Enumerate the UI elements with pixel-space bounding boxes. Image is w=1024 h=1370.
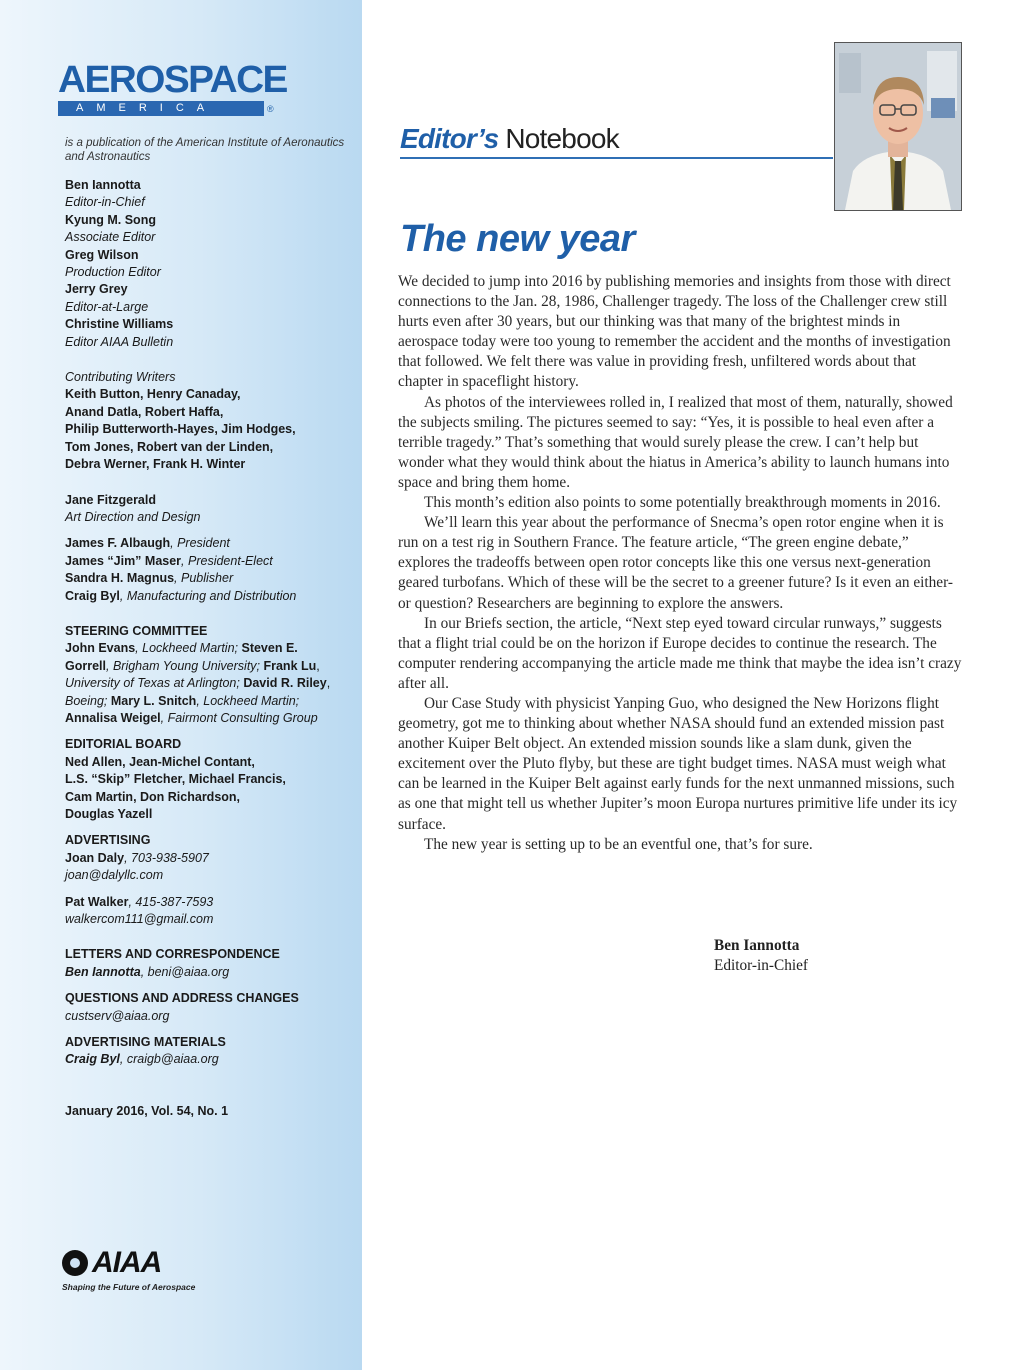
- contributing-label: Contributing Writers: [65, 370, 176, 385]
- letters-heading: LETTERS AND CORRESPONDENCE: [65, 947, 280, 962]
- section-title-part1: Editor’s: [400, 123, 499, 154]
- letters-contact: Ben Iannotta, beni@aiaa.org: [65, 964, 230, 979]
- contributing-names: Tom Jones, Robert van der Linden,: [65, 439, 274, 454]
- contributing-names: Anand Datla, Robert Haffa,: [65, 404, 224, 419]
- officer-line: Sandra H. Magnus, Publisher: [65, 571, 234, 586]
- publication-note: is a publication of the American Institute of Aeronautics and Astronautics: [65, 137, 345, 163]
- art-director-role: Art Direction and Design: [65, 509, 201, 524]
- art-director-name: Jane Fitzgerald: [65, 492, 156, 507]
- article-body: [398, 272, 962, 855]
- aiaa-tagline: Shaping the Future of Aerospace: [62, 1282, 196, 1292]
- signoff-name: Ben Iannotta: [714, 937, 800, 954]
- article-paragraph: We’ll learn this year about the performance of Snecma’s open rotor engine when it is run on a test rig in Southern France. The feature article, “The green engine debate,” explores the tradeoffs between open rotor concepts like this one versus next-generation geared turbofans. Which of these will be the secret to a greener future? Is it even an either-or question? Researchers are beginning to explore the answers.: [398, 514, 953, 612]
- advertising-contact: Pat Walker, 415-387-7593: [65, 894, 214, 909]
- staff-entry: Kyung M. Song Associate Editor: [65, 212, 156, 245]
- editorial-board-names: L.S. “Skip” Fletcher, Michael Francis,: [65, 772, 286, 787]
- editor-portrait: [834, 42, 962, 211]
- masthead-sidebar: [0, 0, 362, 1370]
- article-paragraph: This month’s edition also points to some potentially breakthrough moments in 2016.: [424, 494, 941, 512]
- questions-email[interactable]: custserv@aiaa.org: [65, 1008, 170, 1023]
- officer-line: James F. Albaugh, President: [65, 536, 230, 551]
- article-paragraph: The new year is setting up to be an eventful one, that’s for sure.: [424, 835, 813, 853]
- staff-entry: Christine Williams Editor AIAA Bulletin: [65, 317, 174, 349]
- signoff: [714, 936, 808, 976]
- staff-entry: Ben Iannotta Editor-in-Chief: [65, 178, 145, 210]
- editorial-board-names: Douglas Yazell: [65, 807, 153, 821]
- steering-committee-heading: STEERING COMMITTEE: [65, 623, 208, 638]
- signoff-title: Editor-in-Chief: [714, 957, 808, 974]
- aiaa-emblem-icon: [62, 1250, 88, 1276]
- ad-materials-heading: ADVERTISING MATERIALS: [65, 1035, 226, 1050]
- section-title-part2: Notebook: [498, 123, 619, 154]
- editorial-board-names: Cam Martin, Don Richardson,: [65, 789, 241, 804]
- section-rule: [400, 157, 833, 159]
- steering-committee-list: [65, 640, 350, 727]
- article-paragraph: Our Case Study with physicist Yanping Guo, who designed the New Horizons flight geometry, got me to thinking about whether NASA should fund an extended mission past another Kuiper Belt object. An extended mission sounds like a slam dunk, given the excitement over the Pluto flyby, but these are tight budget times. NASA must weigh what can be learned in the Kuiper Belt against early funds for the next unmanned missions, such as one that might tell us whether Jupiter’s moon Europa nurtures primitive life under its icy surface.: [398, 694, 958, 833]
- staff-entry: Jerry Grey Editor-at-Large: [65, 282, 149, 314]
- advertising-heading: ADVERTISING: [65, 833, 151, 848]
- aiaa-wordmark: AIAA: [92, 1246, 162, 1279]
- steering-line: John Evans, Lockheed Martin; Steven E.: [65, 641, 298, 656]
- advertising-email[interactable]: walkercom111@gmail.com: [65, 912, 214, 927]
- questions-heading: QUESTIONS AND ADDRESS CHANGES: [65, 991, 299, 1006]
- logo-subtitle-bar: AMERICA: [58, 101, 264, 116]
- editorial-board-names: Ned Allen, Jean-Michel Contant,: [65, 754, 255, 769]
- article-paragraph: As photos of the interviewees rolled in, I realized that most of them, naturally, showed the subjects smiling. The pictures seemed to say: “Yes, it is possible to heal even after a terrible tragedy.” That’s something that would surely please the crew. I can’t help but wonder what they would think about the hiatus in America’s ability to launch humans into space and bring them home.: [398, 393, 953, 491]
- aerospace-america-logo: [58, 59, 287, 116]
- contributing-names: Debra Werner, Frank H. Winter: [65, 457, 246, 472]
- issue-date: January 2016, Vol. 54, No. 1: [65, 1104, 229, 1118]
- officer-line: Craig Byl, Manufacturing and Distribution: [65, 588, 297, 603]
- article-headline: The new year: [400, 218, 635, 260]
- advertising-email[interactable]: joan@dalyllc.com: [65, 868, 164, 883]
- logo-wordmark: AEROSPACE: [58, 59, 287, 101]
- ad-materials-contact: Craig Byl, craigb@aiaa.org: [65, 1052, 219, 1067]
- advertising-contact: Joan Daly, 703-938-5907: [65, 850, 209, 865]
- contributing-names: Philip Butterworth-Hayes, Jim Hodges,: [65, 422, 296, 437]
- article-paragraph: In our Briefs section, the article, “Next step eyed toward circular runways,” suggests that a flight trial could be on the horizon if Europe decides to continue the research. The computer rendering accompanying the article made me think that maybe the idea isn’t crazy after all.: [398, 614, 962, 692]
- section-title: [400, 122, 619, 156]
- steering-line: University of Texas at Arlington; David R. Riley,: [65, 676, 331, 691]
- officer-line: James “Jim” Maser, President-Elect: [65, 553, 273, 568]
- editorial-board-heading: EDITORIAL BOARD: [65, 737, 182, 752]
- registered-mark: ®: [267, 104, 274, 114]
- staff-entry: Greg Wilson Production Editor: [65, 247, 161, 280]
- steering-line: Annalisa Weigel, Fairmont Consulting Group: [65, 710, 318, 725]
- steering-line: Boeing; Mary L. Snitch, Lockheed Martin;: [65, 693, 300, 708]
- contributing-names: Keith Button, Henry Canaday,: [65, 387, 241, 402]
- editor-photo-icon: [835, 43, 961, 210]
- steering-line: Gorrell, Brigham Young University; Frank Lu,: [65, 658, 320, 673]
- article-paragraph: We decided to jump into 2016 by publishing memories and insights from those with direct connections to the Jan. 28, 1986, Challenger tragedy. The loss of the Challenger crew still hurts even after 30 years, but our thinking was that many of the brightest minds in aerospace today were too young to remember the accident and the months of investigation that followed. We felt there was value in providing fresh, unfiltered words about that chapter in spaceflight history.: [398, 273, 951, 391]
- staff-list: [65, 177, 350, 1069]
- aiaa-logo: [62, 1248, 262, 1292]
